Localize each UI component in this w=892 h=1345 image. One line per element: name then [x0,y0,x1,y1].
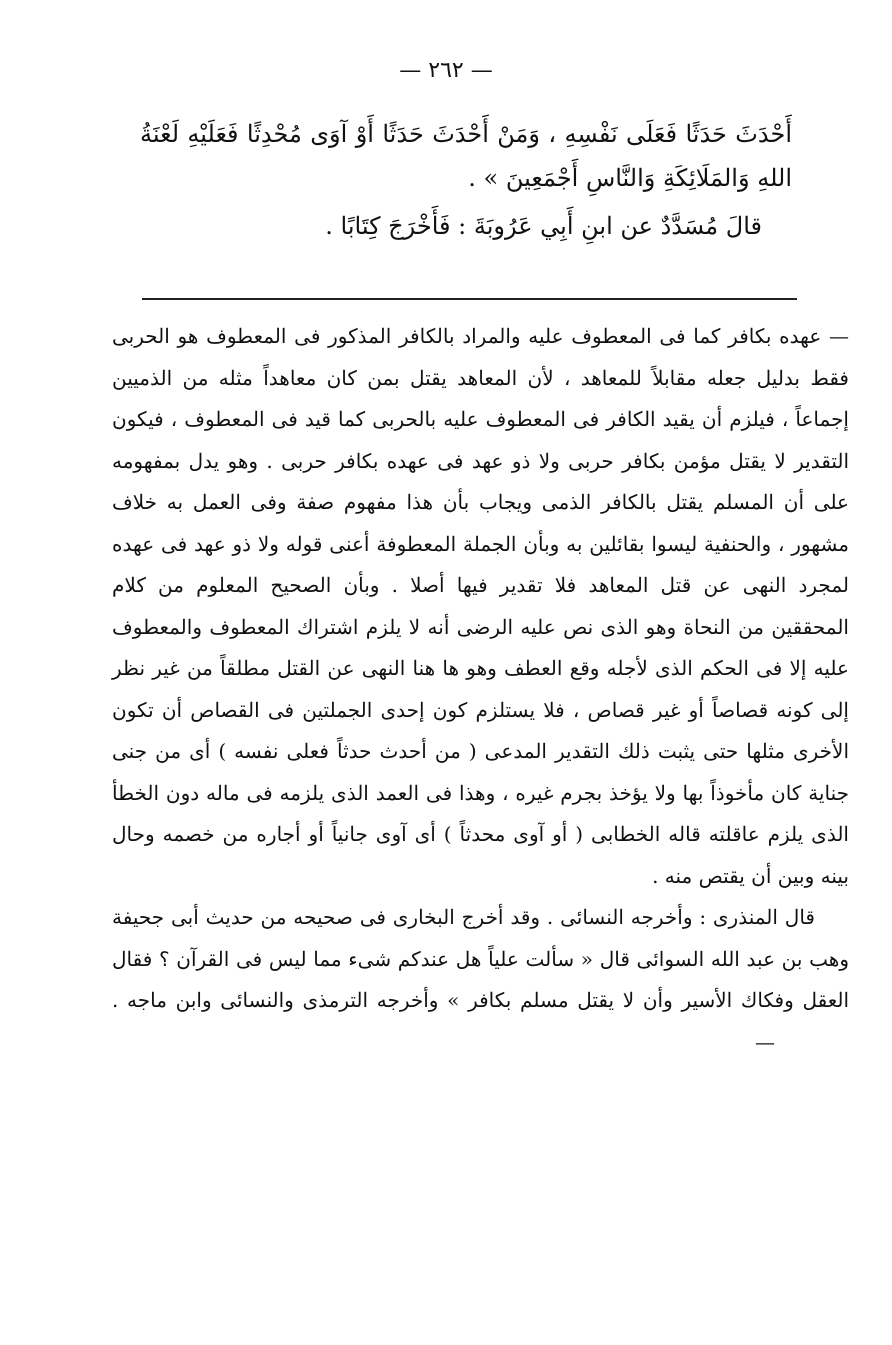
commentary-paragraph-2-text: قال المنذرى : وأخرجه النسائى . وقد أخرج البخارى فى صحيحه من حديث أبى جحيفة وهب بن عبد الله السوائى قال « سألت علياً هل عندكم شىء مما ليس فى القرآن ؟ فقال العقل وفكاك الأسير وأن لا يقتل مسلم بكافر » وأخرجه الترمذى والنسائى وابن ماجه . [112,905,849,1012]
commentary-paragraph-2 [112,897,849,1063]
page-number: — ٢٦٢ — [399,58,493,83]
hadith-paragraph: أَحْدَثَ حَدَثًا فَعَلَى نَفْسِهِ ، وَمَنْ أَحْدَثَ حَدَثًا أَوْ آوَى مُحْدِثًا فَعَلَيْهِ لَعْنَةُ اللهِ وَالمَلَائِكَةِ وَالنَّاسِ أَجْمَعِينَ » . [140,120,792,192]
commentary-paragraph-1: — عهده بكافر كما فى المعطوف عليه والمراد بالكافر المذكور فى المعطوف هو الحربى فقط بدليل جعله مقابلاً للمعاهد ، لأن المعاهد يقتل بمن كان معاهداً مثله من الذميين إجماعاً ، فيلزم أن يقيد الكافر فى المعطوف عليه بالحربى كما قيد فى المعطوف ، فيكون التقدير لا يقتل مؤمن بكافر حربى ولا ذو عهد فى عهده بكافر حربى . وهو يدل بمفهومه على أن المسلم يقتل بالكافر الذمى ويجاب بأن هذا مفهوم صفة وفى العمل به خلاف مشهور ، والحنفية ليسوا بقائلين به وبأن الجملة المعطوفة أعنى قوله ولا ذو عهد فى عهده لمجرد النهى عن قتل المعاهد فلا تقدير فيها أصلا . وبأن الصحيح المعلوم من كلام المحققين من النحاة وهو الذى نص عليه الرضى أنه لا يلزم اشتراك المعطوف والمعطوف عليه إلا فى الحكم الذى لأجله وقع العطف وهو ها هنا النهى عن القتل مطلقاً من غير نظر إلى كونه قصاصاً أو غير قصاص ، فلا يستلزم كون إحدى الجملتين فى القصاص أن تكون الأخرى مثلها حتى يثبت ذلك التقدير المدعى ( من أحدث حدثاً فعلى نفسه ) أى من جنى جناية كان مأخوذاً بها ولا يؤخذ بجرم غيره ، وهذا فى العمد الذى يلزمه فى ماله دون الخطأ الذى يلزم عاقلته قاله الخطابى ( أو آوى محدثاً ) أى آوى جانياً أو أجاره من خصمه وحال بينه وبين أن يقتص منه . [112,324,849,888]
hadith-text [140,112,792,248]
musaddad-note: قالَ مُسَدَّدٌ عن ابنِ أَبِي عَرُوبَةَ : فَأَخْرَجَ كِتَابًا . [325,212,762,240]
continuation-mark: — [755,1029,775,1054]
footnote-divider [142,298,797,300]
commentary-section [112,316,849,1063]
